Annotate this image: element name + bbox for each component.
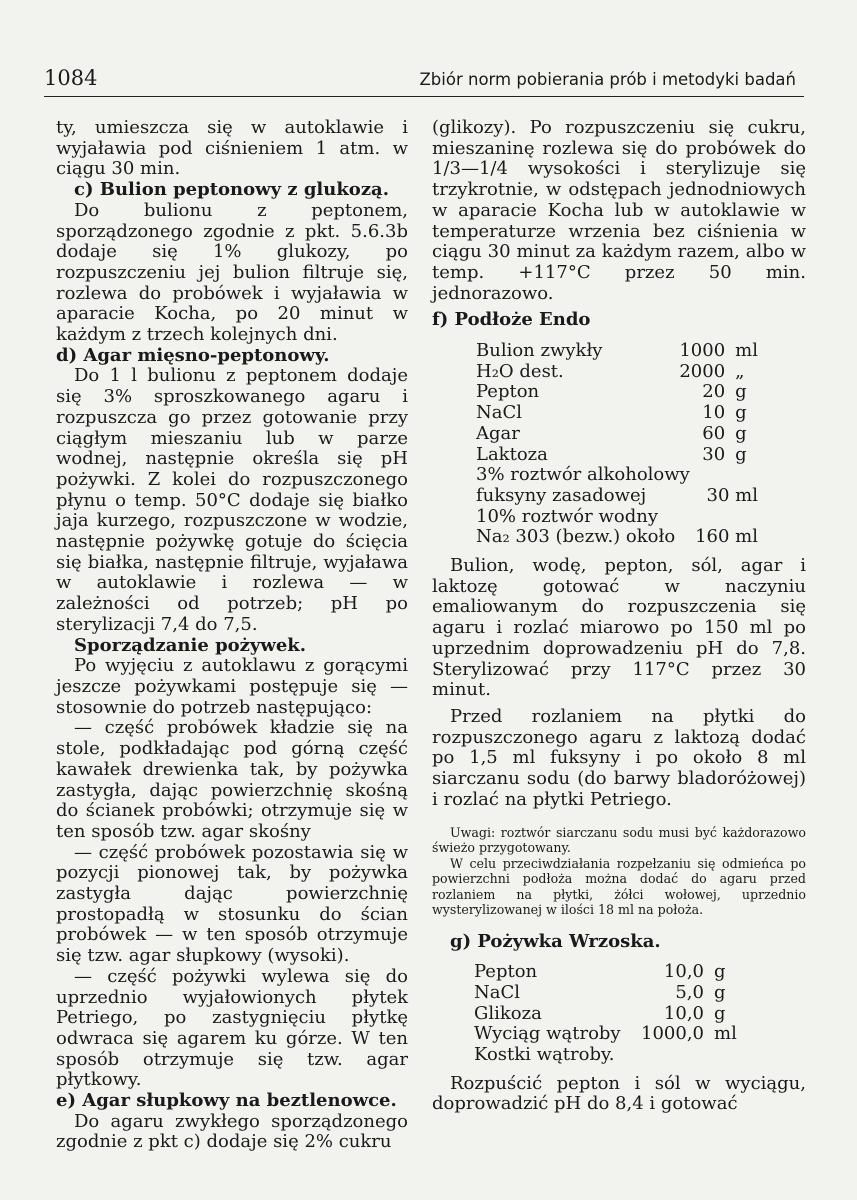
note-text: Uwagi: roztwór siarczanu sodu musi być każdorazowo świeżo przygotowany. bbox=[432, 824, 806, 855]
right-column bbox=[432, 118, 806, 1115]
left-column bbox=[56, 118, 408, 1153]
table-row: Pepton 10,0 g bbox=[474, 961, 726, 983]
section-heading-g: g) Pożywka Wrzoska. bbox=[450, 930, 661, 952]
paragraph: Rozpuścić pepton i sól w wyciągu, doprowadzić pH do 8,4 i gotować bbox=[432, 1072, 806, 1115]
table-row: NaCl 10 g bbox=[476, 402, 747, 424]
paragraph: Po wyjęciu z autoklawu z gorącymi jeszcze pożywkami postępuje się — stosownie do potrzeb następująco: bbox=[56, 655, 408, 718]
paragraph: Do 1 l bulionu z peptonem dodaje się 3% sproszkowanego agaru i rozpuszcza go przez gotowanie przy ciągłym mieszaniu lub w parze wodnej, następnie określa się pH pożywki. Z kolei do rozpuszczonego płynu o temp. 50°C dodaje się białko jaja kurzego, rozpuszczone w wodzie, następnie pożywkę gotuje do ścięcia się białka, następnie filtruje, wyjaława w autoklawie i rozlewa — w zależności od potrzeb; pH po sterylizacji 7,4 do 7,5. bbox=[56, 365, 408, 635]
paragraph: (glikozy). Po rozpuszczeniu się cukru, mieszaninę rozlewa się do probówek do 1/3—1/4 wysokości i sterylizuje się trzykrotnie, w odstępach jednodniowych w aparacie Kocha lub w autoklawie w temperaturze wrzenia bez ciśnienia w ciągu 30 minut za każdym razem, albo w temp. +117°C przez 50 min. jednorazowo. bbox=[432, 117, 806, 304]
section-heading-f: f) Podłoże Endo bbox=[432, 309, 591, 331]
table-row: NaCl 5,0 g bbox=[474, 981, 726, 1003]
table-row: Bulion zwykły 1000 ml bbox=[476, 340, 758, 362]
running-title: Zbiór norm pobierania prób i metodyki badań bbox=[419, 70, 796, 89]
table-row: Laktoza 30 g bbox=[476, 443, 747, 465]
paragraph: Przed rozlaniem na płytki do rozpuszczonego agaru z laktozą dodać po 1,5 ml fuksyny i po około 8 ml siarczanu sodu (do barwy bladoróżowej) i rozlać na płytki Petriego. bbox=[432, 705, 806, 810]
table-row: Na₂ 303 (bezw.) około 160 ml bbox=[476, 526, 758, 548]
paragraph: — część pożywki wylewa się do uprzednio wyjałowionych płytek Petriego, po zastygnięciu płytkę odwraca się agarem ku górze. W ten sposób otrzymuje się tzw. agar płytkowy. bbox=[56, 965, 408, 1091]
table-row: Pepton 20 g bbox=[476, 381, 747, 403]
paragraph: Do agaru zwykłego sporządzonego zgodnie z pkt c) dodaje się 2% cukru bbox=[56, 1110, 408, 1153]
paragraph: — część probówek pozostawia się w pozycji pionowej tak, by pożywka zastygła dając powierzchnię prostopadłą w stosunku do ścian probówek — w ten sposób otrzymuje się tzw. agar słupkowy (wysoki). bbox=[56, 841, 408, 967]
section-heading-d: d) Agar mięsno-peptonowy. bbox=[56, 344, 330, 366]
paragraph: Bulion, wodę, pepton, sól, agar i laktozę gotować w naczyniu emaliowanym do rozpuszczenia się agaru i rozlać miarowo po 150 ml po uprzednim doprowadzeniu pH do 7,8. Sterylizować przy 117°C przez 30 minut. bbox=[432, 555, 806, 701]
table-row: Wyciąg wątroby 1000,0 ml bbox=[474, 1023, 737, 1045]
section-heading-e: e) Agar słupkowy na beztlenowce. bbox=[56, 1090, 397, 1112]
note-text: W celu przeciwdziałania rozpełzaniu się odmieńca po powierzchni podłoża można dodać do agaru przed rozlaniem na płytki, żółci wołowej, uprzednio wysterylizowanej w ilości 18 ml na położa. bbox=[432, 855, 806, 917]
section-heading-preparation: Sporządzanie pożywek. bbox=[74, 634, 307, 656]
table-row: 3% roztwór alkoholowy bbox=[476, 464, 690, 486]
endo-recipe-table bbox=[476, 341, 758, 548]
table-row: H₂O dest. 2000 „ bbox=[476, 360, 745, 382]
table-row: 10% roztwór wodny bbox=[476, 505, 658, 527]
table-row: Agar 60 g bbox=[476, 422, 747, 444]
table-row: Kostki wątroby. bbox=[474, 1044, 615, 1066]
paragraph: ty, umieszcza się w autoklawie i wyjaławia pod ciśnieniem 1 atm. w ciągu 30 min. bbox=[56, 117, 408, 180]
paragraph: — część probówek kładzie się na stole, podkładając pod górną część kawałek drewienka tak, by pożywka zastygła, dając powierzchnię skośną do ścianek probówki; otrzymuje się w ten sposób tzw. agar skośny bbox=[56, 717, 408, 842]
page-header bbox=[44, 62, 804, 97]
page-number: 1084 bbox=[44, 66, 98, 90]
table-row: fuksyny zasadowej 30 ml bbox=[476, 484, 758, 506]
section-heading-c: c) Bulion peptonowy z glukozą. bbox=[74, 179, 389, 201]
note-block bbox=[432, 825, 806, 918]
table-row: Glikoza 10,0 g bbox=[474, 1002, 726, 1024]
wrzoska-recipe-table bbox=[474, 962, 737, 1066]
paragraph: Do bulionu z peptonem, sporządzonego zgodnie z pkt. 5.6.3b dodaje się 1% glukozy, po rozpuszczeniu jej bulion filtruje się, rozlewa do probówek i wyjaławia w aparacie Kocha, po 20 minut w każdym z trzech kolejnych dni. bbox=[56, 199, 408, 346]
